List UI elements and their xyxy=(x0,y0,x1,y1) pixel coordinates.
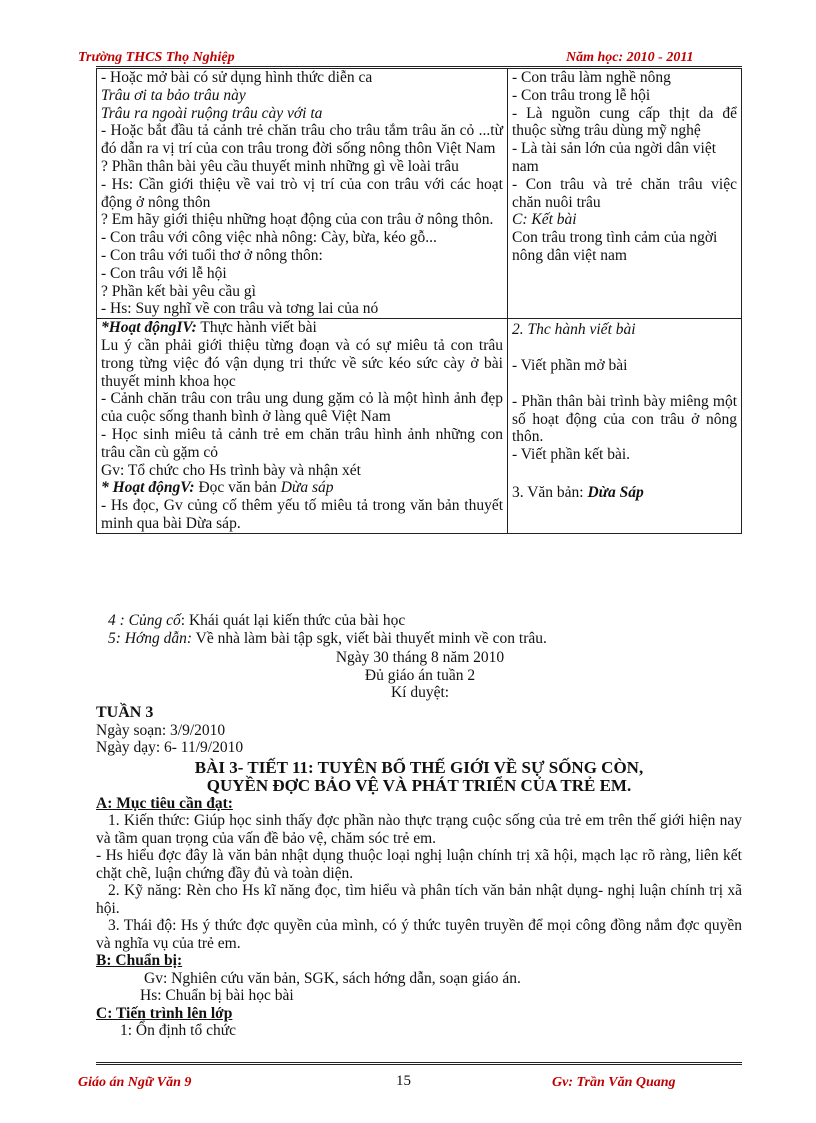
poem-line: Trâu ra ngoài ruộng trâu cày với ta xyxy=(101,104,323,122)
lesson-wrapup xyxy=(108,612,748,647)
vanban-title: Dừa Sáp xyxy=(587,483,644,501)
footer-rule xyxy=(96,1062,742,1065)
section-a-heading: A: Mục tiêu cần đạt: xyxy=(96,794,233,812)
consolidation xyxy=(108,612,748,630)
approval-sign: Kí duyệt: xyxy=(390,684,450,701)
note: Lu ý cần phải giới thiệu từng đoạn và có sự miêu tả con trâu trong từng việc đó vận dụng tri thức về sức kéo sức cày ở bài thuyết minh khoa học xyxy=(101,336,503,390)
objective-skills: 2. Kỹ năng: Rèn cho Hs kĩ năng đọc, tìm hiểu và phân tích văn bản nhật dụng- nghị luận chính trị xã hội. xyxy=(96,882,742,917)
lesson-title-line2: QUYỀN ĐỢC BẢO VỆ VÀ PHÁT TRIỂN CỦA TRẺ EM. xyxy=(206,775,632,795)
lesson-plan xyxy=(96,704,742,1040)
approval-block xyxy=(270,649,570,702)
objective-attitude: 3. Thái độ: Hs ý thức đợc quyền của mình, có ý thức tuyên truyền để mọi công đồng nắm đợc quyền và nghĩa vụ của trẻ em. xyxy=(96,917,742,952)
approval-date: Ngày 30 tháng 8 năm 2010 xyxy=(335,649,505,666)
approval-enough: Đủ giáo án tuần 2 xyxy=(364,666,476,684)
list-item: - Phần thân bài trình bày miêng một số hoạt động của con trâu ở nông thôn. xyxy=(512,392,737,446)
question: ? Em hãy giới thiệu những hoạt động của con trâu ở nông thôn. xyxy=(101,211,494,229)
table-row xyxy=(97,69,742,319)
homework-text: Về nhà làm bài tập sgk, viết bài thuyết minh về con trâu. xyxy=(192,629,547,647)
right-cell-1 xyxy=(508,69,742,319)
left-cell-2 xyxy=(97,319,508,534)
lesson-title-line1: BÀI 3- TIẾT 11: TUYÊN BỐ THẾ GIỚI VỀ SỰ SỐNG CÒN, xyxy=(194,757,644,777)
activity-text: Thực hành viết bài xyxy=(200,319,317,337)
prep-student: Hs: Chuẩn bị bài học bài xyxy=(140,987,294,1004)
list-item: - Hs: Cần giới thiệu về vai trò vị trí của con trâu với các hoạt động ở nông thôn xyxy=(101,175,503,211)
activity-heading xyxy=(101,479,503,497)
list-item: - Viết phần mở bài xyxy=(512,356,628,374)
section-b-heading: B: Chuẩn bị: xyxy=(96,952,183,969)
list-item: - Là tài sản lớn của ngời dân việt nam xyxy=(512,140,717,175)
section-c-heading: C: Tiến trình lên lớp xyxy=(96,1004,233,1022)
section-heading xyxy=(512,484,737,502)
table-row xyxy=(97,319,742,534)
list-item: - Học sinh miêu tả cảnh trẻ em chăn trâu hình ảnh những con trâu cần cù gặm cỏ xyxy=(101,425,503,461)
activity-heading xyxy=(101,319,503,337)
footer-teacher: Gv: Trần Văn Quang xyxy=(552,1075,676,1090)
list-item: - Con trâu với lễ hội xyxy=(101,264,227,282)
list-item: Gv: Tổ chức cho Hs trình bày và nhận xét xyxy=(101,461,361,479)
right-cell-2 xyxy=(508,319,742,534)
activity-text: Đọc văn bản xyxy=(198,479,277,497)
left-cell-1 xyxy=(97,69,508,319)
list-item: - Con trâu trong lễ hội xyxy=(512,86,651,104)
homework xyxy=(108,630,748,648)
list-item: - Hoặc mở bài có sử dụng hình thức diễn ca xyxy=(101,69,373,86)
vanban-label: 3. Văn bản: xyxy=(512,483,584,501)
prep-teacher: Gv: Nghiên cứu văn bản, SGK, sách hớng dẫn, soạn giáo án. xyxy=(144,969,521,987)
list-item: - Con trâu với công việc nhà nông: Cày, bừa, kéo gỗ... xyxy=(101,229,437,247)
list-item: - Hs đọc, Gv củng cố thêm yếu tố miêu tả trong văn bản thuyết minh qua bài Dừa sáp. xyxy=(101,497,503,532)
list-item: - Hoặc bắt đầu tả cảnh trẻ chăn trâu cho trâu tắm trâu ăn cỏ ...từ đó dẫn ra vị trí của con trâu trong đời sống nông thôn Việt Nam xyxy=(101,122,503,158)
list-item: - Là nguồn cung cấp thịt da để thuộc sừng trâu dùng mỹ nghệ xyxy=(512,104,737,140)
poem-line: Trâu ơi ta bảo trâu này xyxy=(101,86,246,104)
list-item: - Cảnh chăn trâu con trâu ung dung gặm cỏ là một hình ảnh đẹp của cuộc sống thanh bình ở làng quê Việt Nam xyxy=(101,390,503,426)
objective-understanding: - Hs hiểu đợc đây là văn bản nhật dụng thuộc loại nghị luận chính trị xã hội, mạch lạc rõ ràng, liên kết chặt chẽ, luận chứng đầy đủ và toàn diện. xyxy=(96,847,742,882)
homework-label: 5: Hớng dẫn: xyxy=(108,629,193,647)
list-item: - Con trâu làm nghề nông xyxy=(512,69,671,86)
consolidation-text: : Khái quát lại kiến thức của bài học xyxy=(180,612,406,629)
consolidation-label: 4 : Củng cố xyxy=(108,612,181,629)
question: ? Phần kết bài yêu cầu gì xyxy=(101,282,256,300)
prep-date: Ngày soạn: 3/9/2010 xyxy=(96,721,226,739)
teach-date: Ngày dạy: 6- 11/9/2010 xyxy=(96,739,244,756)
list-item: - Hs: Suy nghĩ về con trâu và tơng lai của nó xyxy=(101,300,379,318)
page-number: 15 xyxy=(396,1073,411,1089)
list-item: - Viết phần kết bài. xyxy=(512,446,631,464)
section-heading: C: Kết bài xyxy=(512,211,577,229)
footer-subject: Giáo án Ngữ Văn 9 xyxy=(78,1075,192,1090)
list-item: Con trâu trong tình cảm của ngời nông dân việt nam xyxy=(512,229,718,264)
objective-knowledge: 1. Kiến thức: Giúp học sinh thấy đợc phần nào thực trạng cuộc sống của trẻ em trên thế giới hiện nay và tầm quan trọng của vấn đề bảo vệ, chăm sóc trẻ em. xyxy=(96,812,742,847)
list-item: - Con trâu và trẻ chăn trâu việc chăn nuôi trâu xyxy=(512,175,737,211)
header-year: Năm học: 2010 - 2011 xyxy=(566,50,694,65)
activity-label: *Hoạt độngIV: xyxy=(101,319,197,337)
procedure-step-1: 1: Ổn định tổ chức xyxy=(120,1022,237,1039)
list-item: - Con trâu với tuổi thơ ở nông thôn: xyxy=(101,246,323,264)
activity-label: * Hoạt độngV: xyxy=(101,479,195,497)
question: ? Phần thân bài yêu cầu thuyết minh những gì về loài trâu xyxy=(101,157,459,175)
week-title: TUẦN 3 xyxy=(96,704,154,721)
lesson-table xyxy=(96,68,742,534)
header-school: Trường THCS Thọ Nghiệp xyxy=(78,50,235,65)
activity-title: Dừa sáp xyxy=(280,479,334,497)
section-heading: 2. Thc hành viết bài xyxy=(512,321,636,339)
